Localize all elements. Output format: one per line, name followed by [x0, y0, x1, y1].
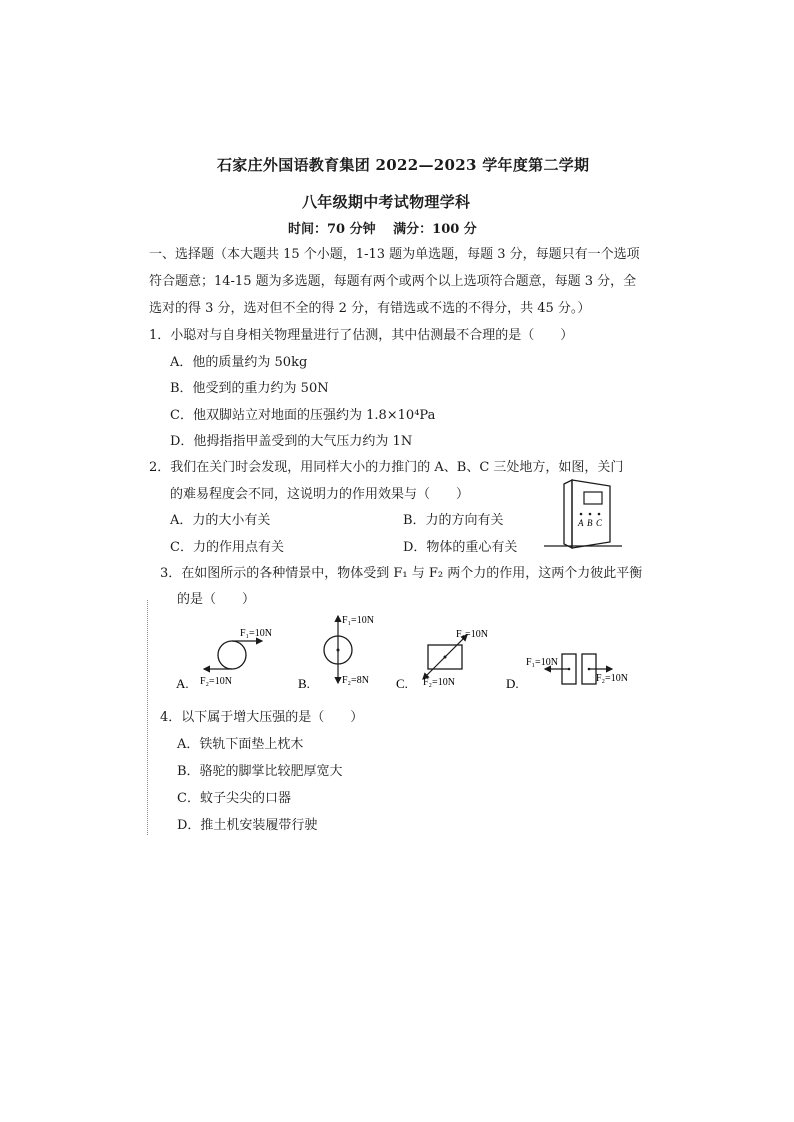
question-4-option-b: B．骆驼的脚掌比较肥厚宽大	[177, 764, 343, 779]
figure-a-f2-label: F₂=10N	[200, 676, 232, 687]
figure-b-f1-label: F₁=10N	[342, 615, 374, 626]
figure-a-f1-label: F₁=10N	[240, 628, 272, 639]
question-2-option-d: D．物体的重心有关	[403, 540, 518, 555]
figure-a	[176, 628, 272, 691]
question-2-option-b: B．力的方向有关	[403, 513, 504, 528]
question-4-stem: 4．以下属于增大压强的是（ ）	[160, 710, 364, 725]
question-1-option-d: D．他拇指指甲盖受到的大气压力约为 1N	[170, 434, 413, 449]
question-2-stem-line-2: 的难易程度会不同，这说明力的作用效果与（ ）	[170, 487, 470, 502]
figure-c-f1-label: F₁=10N	[456, 629, 488, 640]
exam-title: 石家庄外国语教育集团 2022—2023 学年度第二学期	[217, 156, 590, 174]
door-figure	[544, 476, 622, 550]
figure-c	[396, 629, 488, 691]
binding-margin-line	[147, 600, 148, 835]
question-2-stem-line-1: 2．我们在关门时会发现，用同样大小的力推门的 A、B、C 三处地方，如图，关门	[149, 460, 624, 475]
section-intro-line-2: 符合题意；14-15 题为多选题，每题有两个或两个以上选项符合题意，每题 3 分，全	[149, 274, 637, 289]
exam-time-score: 时间：70 分钟 满分：100 分	[288, 222, 477, 237]
figure-b-f2-label: F₂=8N	[342, 675, 369, 686]
figure-d	[506, 654, 628, 691]
figure-c-f2-label: F₂=10N	[423, 677, 455, 688]
question-1-stem: 1．小聪对与自身相关物理量进行了估测，其中估测最不合理的是（ ）	[149, 328, 574, 343]
question-1-option-a: A．他的质量约为 50kg	[170, 355, 308, 370]
figure-b-letter: B.	[298, 676, 310, 691]
door-label-a: A	[578, 518, 584, 528]
section-intro-line-1: 一、选择题（本大题共 15 个小题，1-13 题为单选题，每题 3 分，每题只有一个选项	[149, 247, 640, 262]
question-3-stem-line-2: 的是（ ）	[177, 592, 256, 607]
exam-subtitle: 八年级期中考试物理学科	[302, 193, 471, 211]
figure-d-f1-label: F₁=10N	[526, 657, 558, 668]
question-1-option-c: C．他双脚站立对地面的压强约为 1.8×10⁴Pa	[170, 408, 436, 423]
question-3-stem-line-1: 3．在如图所示的各种情景中，物体受到 F₁ 与 F₂ 两个力的作用，这两个力彼此平衡	[160, 566, 643, 581]
question-2-option-a: A．力的大小有关	[170, 513, 271, 528]
door-label-c: C	[596, 518, 603, 528]
question-4-option-d: D．推土机安装履带行驶	[177, 818, 318, 833]
question-4-option-c: C．蚊子尖尖的口器	[177, 791, 291, 806]
figure-c-letter: C.	[396, 676, 408, 691]
section-intro-line-3: 选对的得 3 分，选对但不全的得 2 分，有错选或不选的不得分，共 45 分。）	[149, 301, 591, 316]
door-label-b: B	[587, 518, 593, 528]
figure-d-letter: D.	[506, 676, 519, 691]
question-1-option-b: B．他受到的重力约为 50N	[170, 381, 329, 396]
figure-b	[298, 615, 374, 691]
question-2-option-c: C．力的作用点有关	[170, 540, 284, 555]
figure-a-letter: A.	[176, 676, 189, 691]
force-balance-figures	[170, 610, 640, 695]
question-4-option-a: A．铁轨下面垫上枕木	[177, 737, 304, 752]
figure-d-f2-label: F₂=10N	[596, 673, 628, 684]
